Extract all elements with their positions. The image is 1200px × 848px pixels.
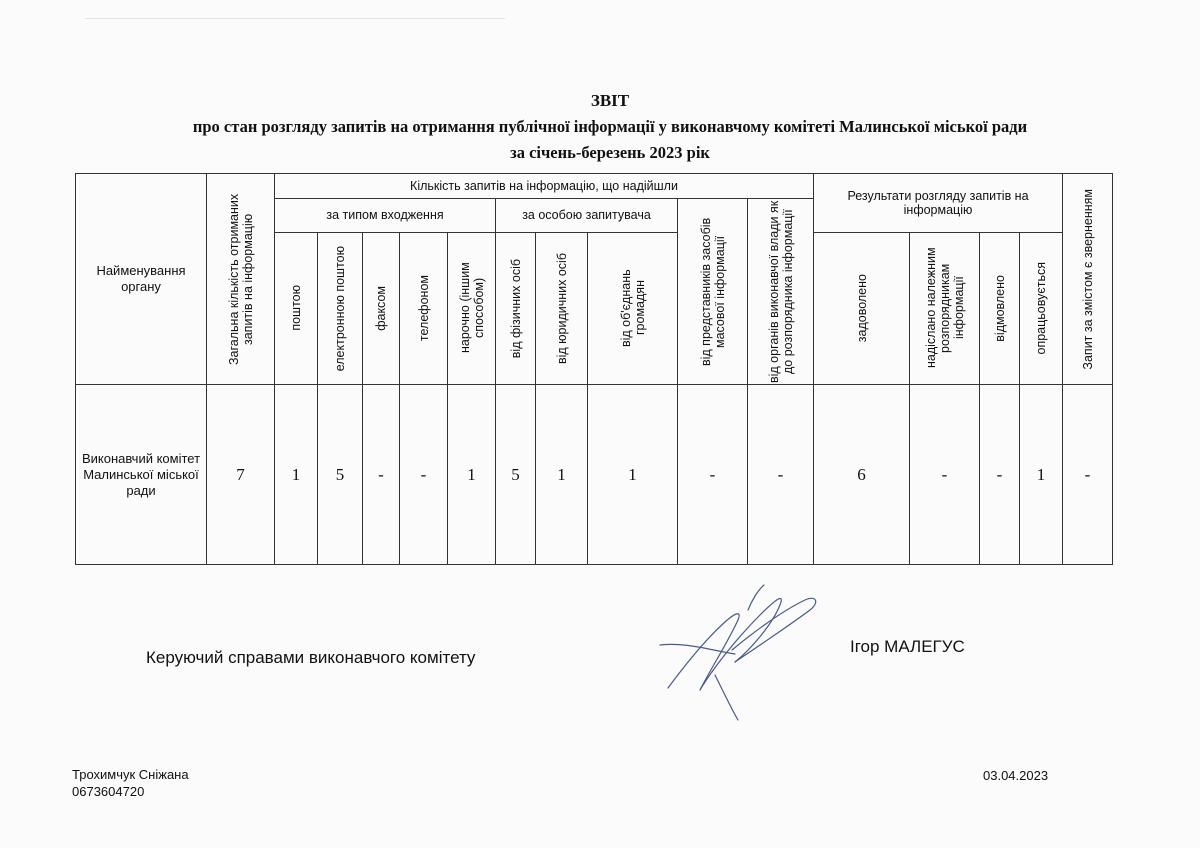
- executor-name: Трохимчук Сніжана: [72, 767, 189, 782]
- table-row: [76, 385, 1113, 565]
- cell-authorities: -: [748, 385, 814, 565]
- cell-email: 5: [318, 385, 363, 565]
- cell-forwarded: -: [910, 385, 980, 565]
- cell-refused: -: [980, 385, 1020, 565]
- report-table: [75, 173, 1113, 565]
- cell-fax: -: [363, 385, 400, 565]
- scan-artifact: [85, 18, 505, 19]
- signatory-name: Ігор МАЛЕГУС: [850, 637, 965, 656]
- header-associations: від об'єднань громадян: [588, 232, 678, 384]
- cell-org: Виконавчий комітет Малинської міської ради: [76, 385, 207, 565]
- cell-hand: 1: [448, 385, 496, 565]
- header-group-by-person: за особою запитувача: [496, 199, 678, 233]
- header-forwarded: надіслано належним розпорядникам інформації: [910, 232, 980, 384]
- header-content: Запит за змістом є зверненням: [1063, 174, 1113, 385]
- header-fax: факсом: [363, 232, 400, 384]
- header-group-by-type: за типом входження: [275, 199, 496, 233]
- report-period: за січень-березень 2023 рік: [510, 143, 710, 162]
- header-phone: телефоном: [400, 232, 448, 384]
- header-email: електронною поштою: [318, 232, 363, 384]
- header-media: від представників засобів масової інформації: [678, 199, 748, 385]
- report-date: 03.04.2023: [983, 768, 1049, 783]
- header-legal: від юридичних осіб: [536, 232, 588, 384]
- executor-phone: 0673604720: [72, 784, 145, 799]
- cell-content: -: [1063, 385, 1113, 565]
- cell-satisfied: 6: [814, 385, 910, 565]
- header-org: Найменування органу: [76, 174, 207, 385]
- cell-individuals: 5: [496, 385, 536, 565]
- cell-processing: 1: [1020, 385, 1063, 565]
- executor-info: [72, 766, 189, 800]
- cell-total: 7: [207, 385, 275, 565]
- header-individuals: від фізичних осіб: [496, 232, 536, 384]
- signature-mark: [640, 580, 830, 725]
- header-satisfied: задоволено: [814, 232, 910, 384]
- cell-associations: 1: [588, 385, 678, 565]
- header-group-received: Кількість запитів на інформацію, що надійшли: [275, 174, 814, 199]
- header-hand: нарочно (іншим способом): [448, 232, 496, 384]
- header-total: Загальна кількість отриманих запитів на інформацію: [207, 174, 275, 385]
- header-refused: відмовлено: [980, 232, 1020, 384]
- report-heading: [80, 88, 1140, 166]
- header-processing: опрацьовується: [1020, 232, 1063, 384]
- cell-phone: -: [400, 385, 448, 565]
- header-mail: поштою: [275, 232, 318, 384]
- report-subtitle: про стан розгляду запитів на отримання публічної інформації у виконавчому комітеті Малинської міської ради: [192, 117, 1028, 136]
- header-group-results: Результати розгляду запитів на інформацію: [814, 174, 1063, 233]
- report-title: ЗВІТ: [590, 91, 630, 110]
- header-authorities: від органів виконавчої влади як до розпорядника інформації: [748, 199, 814, 385]
- signatory-position: Керуючий справами виконавчого комітету: [146, 648, 476, 667]
- cell-legal: 1: [536, 385, 588, 565]
- cell-mail: 1: [275, 385, 318, 565]
- cell-media: -: [678, 385, 748, 565]
